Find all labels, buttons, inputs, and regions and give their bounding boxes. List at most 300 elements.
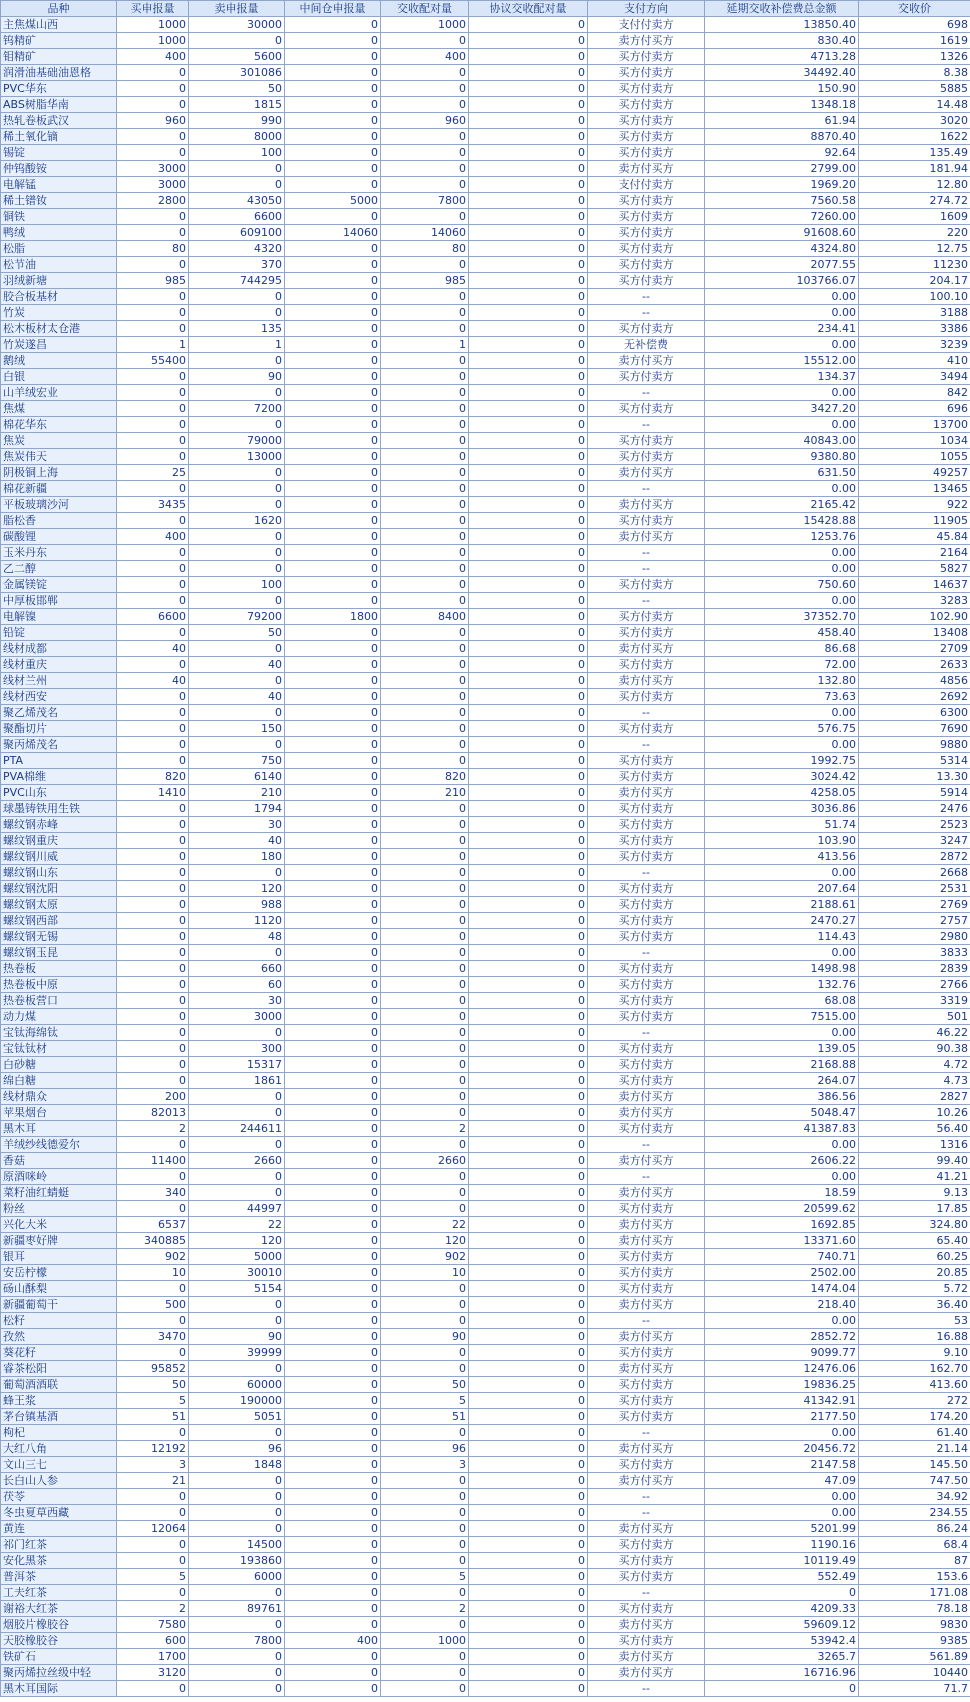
table-row: [1, 337, 970, 353]
cell-payment-direction: 买方付卖方: [588, 1057, 705, 1073]
cell-mid-warehouse-qty: 0: [285, 641, 381, 657]
table-row: [1, 865, 970, 881]
cell-buy-qty: 0: [117, 97, 189, 113]
table-row: [1, 1281, 970, 1297]
cell-mid-warehouse-qty: 0: [285, 1121, 381, 1137]
cell-payment-direction: 买方付卖方: [588, 689, 705, 705]
cell-payment-direction: 买方付卖方: [588, 753, 705, 769]
cell-compensation-total: 51.74: [705, 817, 859, 833]
cell-matched-qty: 0: [381, 1665, 469, 1681]
cell-mid-warehouse-qty: 0: [285, 353, 381, 369]
cell-compensation-total: 1498.98: [705, 961, 859, 977]
cell-payment-direction: 买方付卖方: [588, 625, 705, 641]
cell-sell-qty: 0: [189, 673, 285, 689]
cell-compensation-total: 8870.40: [705, 129, 859, 145]
cell-buy-qty: 3120: [117, 1665, 189, 1681]
cell-buy-qty: 0: [117, 625, 189, 641]
cell-delivery-price: 922: [859, 497, 970, 513]
table-row: [1, 1089, 970, 1105]
cell-sell-qty: 3000: [189, 1009, 285, 1025]
cell-compensation-total: 0.00: [705, 1489, 859, 1505]
cell-matched-qty: 0: [381, 1505, 469, 1521]
cell-mid-warehouse-qty: 0: [285, 1185, 381, 1201]
cell-compensation-total: 1992.75: [705, 753, 859, 769]
cell-delivery-price: 9.10: [859, 1345, 970, 1361]
cell-compensation-total: 552.49: [705, 1569, 859, 1585]
cell-compensation-total: 2168.88: [705, 1057, 859, 1073]
cell-matched-qty: 0: [381, 513, 469, 529]
cell-variety: 棉花新疆: [1, 481, 117, 497]
cell-variety: 普洱茶: [1, 1569, 117, 1585]
header-payment-direction: 支付方向: [588, 1, 705, 17]
cell-compensation-total: 0.00: [705, 737, 859, 753]
cell-matched-qty: 0: [381, 625, 469, 641]
cell-mid-warehouse-qty: 400: [285, 1633, 381, 1649]
table-row: [1, 49, 970, 65]
cell-delivery-price: 5.72: [859, 1281, 970, 1297]
cell-mid-warehouse-qty: 0: [285, 1249, 381, 1265]
table-row: [1, 721, 970, 737]
cell-buy-qty: 0: [117, 513, 189, 529]
cell-mid-warehouse-qty: 0: [285, 449, 381, 465]
cell-agreement-matched-qty: 0: [469, 145, 588, 161]
cell-payment-direction: 卖方付买方: [588, 641, 705, 657]
cell-agreement-matched-qty: 0: [469, 1233, 588, 1249]
table-row: [1, 1505, 970, 1521]
cell-payment-direction: --: [588, 737, 705, 753]
cell-matched-qty: 7800: [381, 193, 469, 209]
cell-buy-qty: 0: [117, 449, 189, 465]
cell-variety: 兴化大米: [1, 1217, 117, 1233]
cell-payment-direction: --: [588, 305, 705, 321]
cell-variety: 茯苓: [1, 1489, 117, 1505]
cell-agreement-matched-qty: 0: [469, 353, 588, 369]
cell-matched-qty: 0: [381, 881, 469, 897]
table-row: [1, 1265, 970, 1281]
cell-compensation-total: 0.00: [705, 385, 859, 401]
cell-sell-qty: 50: [189, 625, 285, 641]
cell-mid-warehouse-qty: 0: [285, 769, 381, 785]
cell-sell-qty: 0: [189, 417, 285, 433]
cell-buy-qty: 7580: [117, 1617, 189, 1633]
cell-matched-qty: 51: [381, 1409, 469, 1425]
cell-mid-warehouse-qty: 0: [285, 1377, 381, 1393]
cell-mid-warehouse-qty: 0: [285, 497, 381, 513]
cell-variety: 脂松香: [1, 513, 117, 529]
cell-mid-warehouse-qty: 0: [285, 513, 381, 529]
cell-delivery-price: 41.21: [859, 1169, 970, 1185]
cell-compensation-total: 830.40: [705, 33, 859, 49]
cell-compensation-total: 61.94: [705, 113, 859, 129]
cell-buy-qty: 0: [117, 881, 189, 897]
cell-buy-qty: 0: [117, 593, 189, 609]
cell-compensation-total: 86.68: [705, 641, 859, 657]
cell-agreement-matched-qty: 0: [469, 1505, 588, 1521]
cell-buy-qty: 0: [117, 545, 189, 561]
cell-matched-qty: 0: [381, 481, 469, 497]
cell-payment-direction: 买方付卖方: [588, 1537, 705, 1553]
cell-compensation-total: 264.07: [705, 1073, 859, 1089]
table-row: [1, 1665, 970, 1681]
cell-agreement-matched-qty: 0: [469, 865, 588, 881]
cell-payment-direction: 卖方付买方: [588, 1185, 705, 1201]
table-row: [1, 1377, 970, 1393]
cell-mid-warehouse-qty: 0: [285, 705, 381, 721]
cell-buy-qty: 400: [117, 49, 189, 65]
cell-buy-qty: 11400: [117, 1153, 189, 1169]
cell-buy-qty: 0: [117, 993, 189, 1009]
cell-sell-qty: 1: [189, 337, 285, 353]
cell-buy-qty: 0: [117, 833, 189, 849]
cell-payment-direction: 卖方付买方: [588, 785, 705, 801]
cell-sell-qty: 1620: [189, 513, 285, 529]
cell-delivery-price: 2757: [859, 913, 970, 929]
cell-delivery-price: 2769: [859, 897, 970, 913]
cell-delivery-price: 1055: [859, 449, 970, 465]
cell-matched-qty: 985: [381, 273, 469, 289]
cell-buy-qty: 5: [117, 1569, 189, 1585]
cell-sell-qty: 0: [189, 1313, 285, 1329]
cell-buy-qty: 3470: [117, 1329, 189, 1345]
cell-mid-warehouse-qty: 0: [285, 545, 381, 561]
cell-sell-qty: 7800: [189, 1633, 285, 1649]
cell-delivery-price: 1619: [859, 33, 970, 49]
cell-payment-direction: --: [588, 865, 705, 881]
cell-payment-direction: 买方付卖方: [588, 225, 705, 241]
cell-mid-warehouse-qty: 0: [285, 737, 381, 753]
cell-payment-direction: 买方付卖方: [588, 1633, 705, 1649]
cell-matched-qty: 0: [381, 1057, 469, 1073]
cell-payment-direction: 买方付卖方: [588, 433, 705, 449]
cell-compensation-total: 3036.86: [705, 801, 859, 817]
cell-mid-warehouse-qty: 0: [285, 577, 381, 593]
cell-sell-qty: 0: [189, 1617, 285, 1633]
cell-compensation-total: 40843.00: [705, 433, 859, 449]
cell-buy-qty: 0: [117, 1345, 189, 1361]
cell-sell-qty: 0: [189, 1137, 285, 1153]
cell-compensation-total: 0.00: [705, 481, 859, 497]
table-row: [1, 273, 970, 289]
cell-matched-qty: 2660: [381, 1153, 469, 1169]
cell-delivery-price: 78.18: [859, 1601, 970, 1617]
cell-agreement-matched-qty: 0: [469, 1457, 588, 1473]
cell-payment-direction: 买方付卖方: [588, 113, 705, 129]
cell-sell-qty: 0: [189, 1489, 285, 1505]
cell-delivery-price: 2476: [859, 801, 970, 817]
cell-payment-direction: 买方付卖方: [588, 257, 705, 273]
cell-delivery-price: 46.22: [859, 1025, 970, 1041]
cell-compensation-total: 103.90: [705, 833, 859, 849]
cell-matched-qty: 0: [381, 353, 469, 369]
cell-sell-qty: 30010: [189, 1265, 285, 1281]
cell-buy-qty: 0: [117, 689, 189, 705]
cell-delivery-price: 86.24: [859, 1521, 970, 1537]
cell-delivery-price: 90.38: [859, 1041, 970, 1057]
cell-buy-qty: 12064: [117, 1521, 189, 1537]
cell-compensation-total: 1474.04: [705, 1281, 859, 1297]
cell-delivery-price: 153.6: [859, 1569, 970, 1585]
cell-payment-direction: --: [588, 1025, 705, 1041]
cell-variety: 松节油: [1, 257, 117, 273]
cell-delivery-price: 100.10: [859, 289, 970, 305]
cell-variety: 仲钨酸铵: [1, 161, 117, 177]
cell-agreement-matched-qty: 0: [469, 1297, 588, 1313]
cell-buy-qty: 51: [117, 1409, 189, 1425]
cell-agreement-matched-qty: 0: [469, 577, 588, 593]
cell-variety: 香菇: [1, 1153, 117, 1169]
cell-compensation-total: 41342.91: [705, 1393, 859, 1409]
cell-compensation-total: 0.00: [705, 561, 859, 577]
cell-payment-direction: 买方付卖方: [588, 577, 705, 593]
cell-compensation-total: 1190.16: [705, 1537, 859, 1553]
cell-agreement-matched-qty: 0: [469, 1105, 588, 1121]
cell-mid-warehouse-qty: 0: [285, 1521, 381, 1537]
cell-matched-qty: 0: [381, 545, 469, 561]
cell-compensation-total: 4324.80: [705, 241, 859, 257]
cell-buy-qty: 0: [117, 1553, 189, 1569]
cell-compensation-total: 218.40: [705, 1297, 859, 1313]
cell-delivery-price: 34.92: [859, 1489, 970, 1505]
cell-matched-qty: 0: [381, 1649, 469, 1665]
cell-delivery-price: 501: [859, 1009, 970, 1025]
cell-sell-qty: 13000: [189, 449, 285, 465]
cell-payment-direction: 卖方付买方: [588, 1617, 705, 1633]
table-row: [1, 1457, 970, 1473]
cell-variety: 羽绒新塘: [1, 273, 117, 289]
cell-payment-direction: --: [588, 945, 705, 961]
cell-buy-qty: 0: [117, 961, 189, 977]
table-row: [1, 1585, 970, 1601]
cell-delivery-price: 99.40: [859, 1153, 970, 1169]
cell-variety: 白银: [1, 369, 117, 385]
cell-compensation-total: 2606.22: [705, 1153, 859, 1169]
header-delivery-price: 交收价: [859, 1, 970, 17]
cell-mid-warehouse-qty: 0: [285, 1281, 381, 1297]
cell-variety: 枸杞: [1, 1425, 117, 1441]
cell-sell-qty: 40: [189, 689, 285, 705]
cell-agreement-matched-qty: 0: [469, 625, 588, 641]
cell-buy-qty: 25: [117, 465, 189, 481]
table-row: [1, 1313, 970, 1329]
cell-mid-warehouse-qty: 0: [285, 1105, 381, 1121]
cell-variety: 螺纹钢玉昆: [1, 945, 117, 961]
cell-buy-qty: 10: [117, 1265, 189, 1281]
cell-compensation-total: 7515.00: [705, 1009, 859, 1025]
cell-sell-qty: 30: [189, 817, 285, 833]
cell-compensation-total: 0.00: [705, 1169, 859, 1185]
cell-matched-qty: 0: [381, 177, 469, 193]
table-row: [1, 113, 970, 129]
cell-buy-qty: 0: [117, 657, 189, 673]
cell-payment-direction: 买方付卖方: [588, 1265, 705, 1281]
cell-sell-qty: 89761: [189, 1601, 285, 1617]
cell-variety: 铜铁: [1, 209, 117, 225]
cell-delivery-price: 45.84: [859, 529, 970, 545]
cell-variety: 工夫红茶: [1, 1585, 117, 1601]
cell-mid-warehouse-qty: 0: [285, 465, 381, 481]
cell-compensation-total: 132.76: [705, 977, 859, 993]
cell-matched-qty: 0: [381, 673, 469, 689]
table-header-row: [1, 1, 970, 17]
table-row: [1, 289, 970, 305]
table-row: [1, 1025, 970, 1041]
cell-sell-qty: 79000: [189, 433, 285, 449]
cell-delivery-price: 3247: [859, 833, 970, 849]
cell-sell-qty: 6140: [189, 769, 285, 785]
cell-buy-qty: 0: [117, 145, 189, 161]
cell-payment-direction: 买方付卖方: [588, 1377, 705, 1393]
cell-matched-qty: 960: [381, 113, 469, 129]
cell-variety: 松籽: [1, 1313, 117, 1329]
cell-matched-qty: 0: [381, 1489, 469, 1505]
cell-sell-qty: 990: [189, 113, 285, 129]
cell-delivery-price: 2531: [859, 881, 970, 897]
cell-compensation-total: 0.00: [705, 289, 859, 305]
table-row: [1, 1345, 970, 1361]
cell-compensation-total: 4713.28: [705, 49, 859, 65]
cell-variety: 孜然: [1, 1329, 117, 1345]
table-row: [1, 801, 970, 817]
cell-variety: 热卷板营口: [1, 993, 117, 1009]
cell-agreement-matched-qty: 0: [469, 1281, 588, 1297]
cell-buy-qty: 0: [117, 865, 189, 881]
cell-agreement-matched-qty: 0: [469, 49, 588, 65]
cell-variety: 松脂: [1, 241, 117, 257]
cell-compensation-total: 0.00: [705, 945, 859, 961]
cell-delivery-price: 11905: [859, 513, 970, 529]
cell-mid-warehouse-qty: 0: [285, 97, 381, 113]
cell-buy-qty: 40: [117, 673, 189, 689]
cell-payment-direction: 买方付卖方: [588, 817, 705, 833]
cell-agreement-matched-qty: 0: [469, 1009, 588, 1025]
cell-variety: 稀土镨钕: [1, 193, 117, 209]
cell-agreement-matched-qty: 0: [469, 289, 588, 305]
cell-buy-qty: 1700: [117, 1649, 189, 1665]
cell-agreement-matched-qty: 0: [469, 897, 588, 913]
cell-mid-warehouse-qty: 0: [285, 593, 381, 609]
cell-matched-qty: 0: [381, 913, 469, 929]
cell-delivery-price: 14.48: [859, 97, 970, 113]
cell-sell-qty: 40: [189, 833, 285, 849]
table-row: [1, 1201, 970, 1217]
cell-buy-qty: 0: [117, 257, 189, 273]
cell-compensation-total: 68.08: [705, 993, 859, 1009]
cell-delivery-price: 1326: [859, 49, 970, 65]
cell-sell-qty: 0: [189, 705, 285, 721]
table-row: [1, 625, 970, 641]
cell-compensation-total: 3265.7: [705, 1649, 859, 1665]
cell-agreement-matched-qty: 0: [469, 689, 588, 705]
cell-matched-qty: 0: [381, 593, 469, 609]
cell-buy-qty: 0: [117, 481, 189, 497]
cell-variety: 稀土氧化镝: [1, 129, 117, 145]
cell-buy-qty: 3435: [117, 497, 189, 513]
cell-compensation-total: 9099.77: [705, 1345, 859, 1361]
cell-mid-warehouse-qty: 0: [285, 145, 381, 161]
cell-agreement-matched-qty: 0: [469, 17, 588, 33]
cell-matched-qty: 0: [381, 1313, 469, 1329]
table-row: [1, 913, 970, 929]
cell-compensation-total: 34492.40: [705, 65, 859, 81]
cell-matched-qty: 0: [381, 1041, 469, 1057]
header-matched-qty: 交收配对量: [381, 1, 469, 17]
cell-payment-direction: --: [588, 1585, 705, 1601]
cell-variety: 竹炭: [1, 305, 117, 321]
cell-payment-direction: 买方付卖方: [588, 881, 705, 897]
cell-mid-warehouse-qty: 0: [285, 1073, 381, 1089]
cell-mid-warehouse-qty: 0: [285, 1681, 381, 1697]
cell-sell-qty: 244611: [189, 1121, 285, 1137]
cell-buy-qty: 0: [117, 705, 189, 721]
cell-payment-direction: --: [588, 417, 705, 433]
table-row: [1, 1441, 970, 1457]
cell-payment-direction: --: [588, 1681, 705, 1697]
cell-agreement-matched-qty: 0: [469, 1585, 588, 1601]
cell-buy-qty: 0: [117, 321, 189, 337]
table-row: [1, 1553, 970, 1569]
cell-matched-qty: 0: [381, 1073, 469, 1089]
cell-sell-qty: 300: [189, 1041, 285, 1057]
cell-variety: 葡萄酒酒联: [1, 1377, 117, 1393]
cell-sell-qty: 988: [189, 897, 285, 913]
cell-mid-warehouse-qty: 0: [285, 1425, 381, 1441]
table-row: [1, 433, 970, 449]
cell-agreement-matched-qty: 0: [469, 673, 588, 689]
cell-delivery-price: 1622: [859, 129, 970, 145]
cell-delivery-price: 1316: [859, 1137, 970, 1153]
cell-sell-qty: 39999: [189, 1345, 285, 1361]
cell-sell-qty: 0: [189, 1105, 285, 1121]
cell-sell-qty: 0: [189, 1025, 285, 1041]
cell-matched-qty: 0: [381, 1089, 469, 1105]
cell-sell-qty: 744295: [189, 273, 285, 289]
table-row: [1, 1249, 970, 1265]
cell-buy-qty: 0: [117, 225, 189, 241]
cell-matched-qty: 0: [381, 417, 469, 433]
table-row: [1, 1041, 970, 1057]
cell-matched-qty: 0: [381, 929, 469, 945]
cell-mid-warehouse-qty: 0: [285, 1313, 381, 1329]
cell-payment-direction: 无补偿费: [588, 337, 705, 353]
cell-buy-qty: 340: [117, 1185, 189, 1201]
cell-sell-qty: 44997: [189, 1201, 285, 1217]
table-row: [1, 705, 970, 721]
cell-payment-direction: --: [588, 1137, 705, 1153]
cell-variety: 玉米丹东: [1, 545, 117, 561]
cell-mid-warehouse-qty: 0: [285, 241, 381, 257]
cell-buy-qty: 3000: [117, 161, 189, 177]
cell-delivery-price: 12.75: [859, 241, 970, 257]
cell-agreement-matched-qty: 0: [469, 1377, 588, 1393]
cell-mid-warehouse-qty: 0: [285, 321, 381, 337]
cell-matched-qty: 0: [381, 433, 469, 449]
cell-delivery-price: 4.73: [859, 1073, 970, 1089]
table-row: [1, 817, 970, 833]
cell-delivery-price: 68.4: [859, 1537, 970, 1553]
cell-matched-qty: 0: [381, 497, 469, 513]
cell-delivery-price: 2766: [859, 977, 970, 993]
table-row: [1, 1121, 970, 1137]
cell-agreement-matched-qty: 0: [469, 801, 588, 817]
cell-buy-qty: 50: [117, 1377, 189, 1393]
cell-compensation-total: 20456.72: [705, 1441, 859, 1457]
cell-matched-qty: 0: [381, 1185, 469, 1201]
cell-delivery-price: 53: [859, 1313, 970, 1329]
cell-sell-qty: 0: [189, 1185, 285, 1201]
cell-delivery-price: 181.94: [859, 161, 970, 177]
cell-matched-qty: 0: [381, 65, 469, 81]
cell-variety: 砀山酥梨: [1, 1281, 117, 1297]
